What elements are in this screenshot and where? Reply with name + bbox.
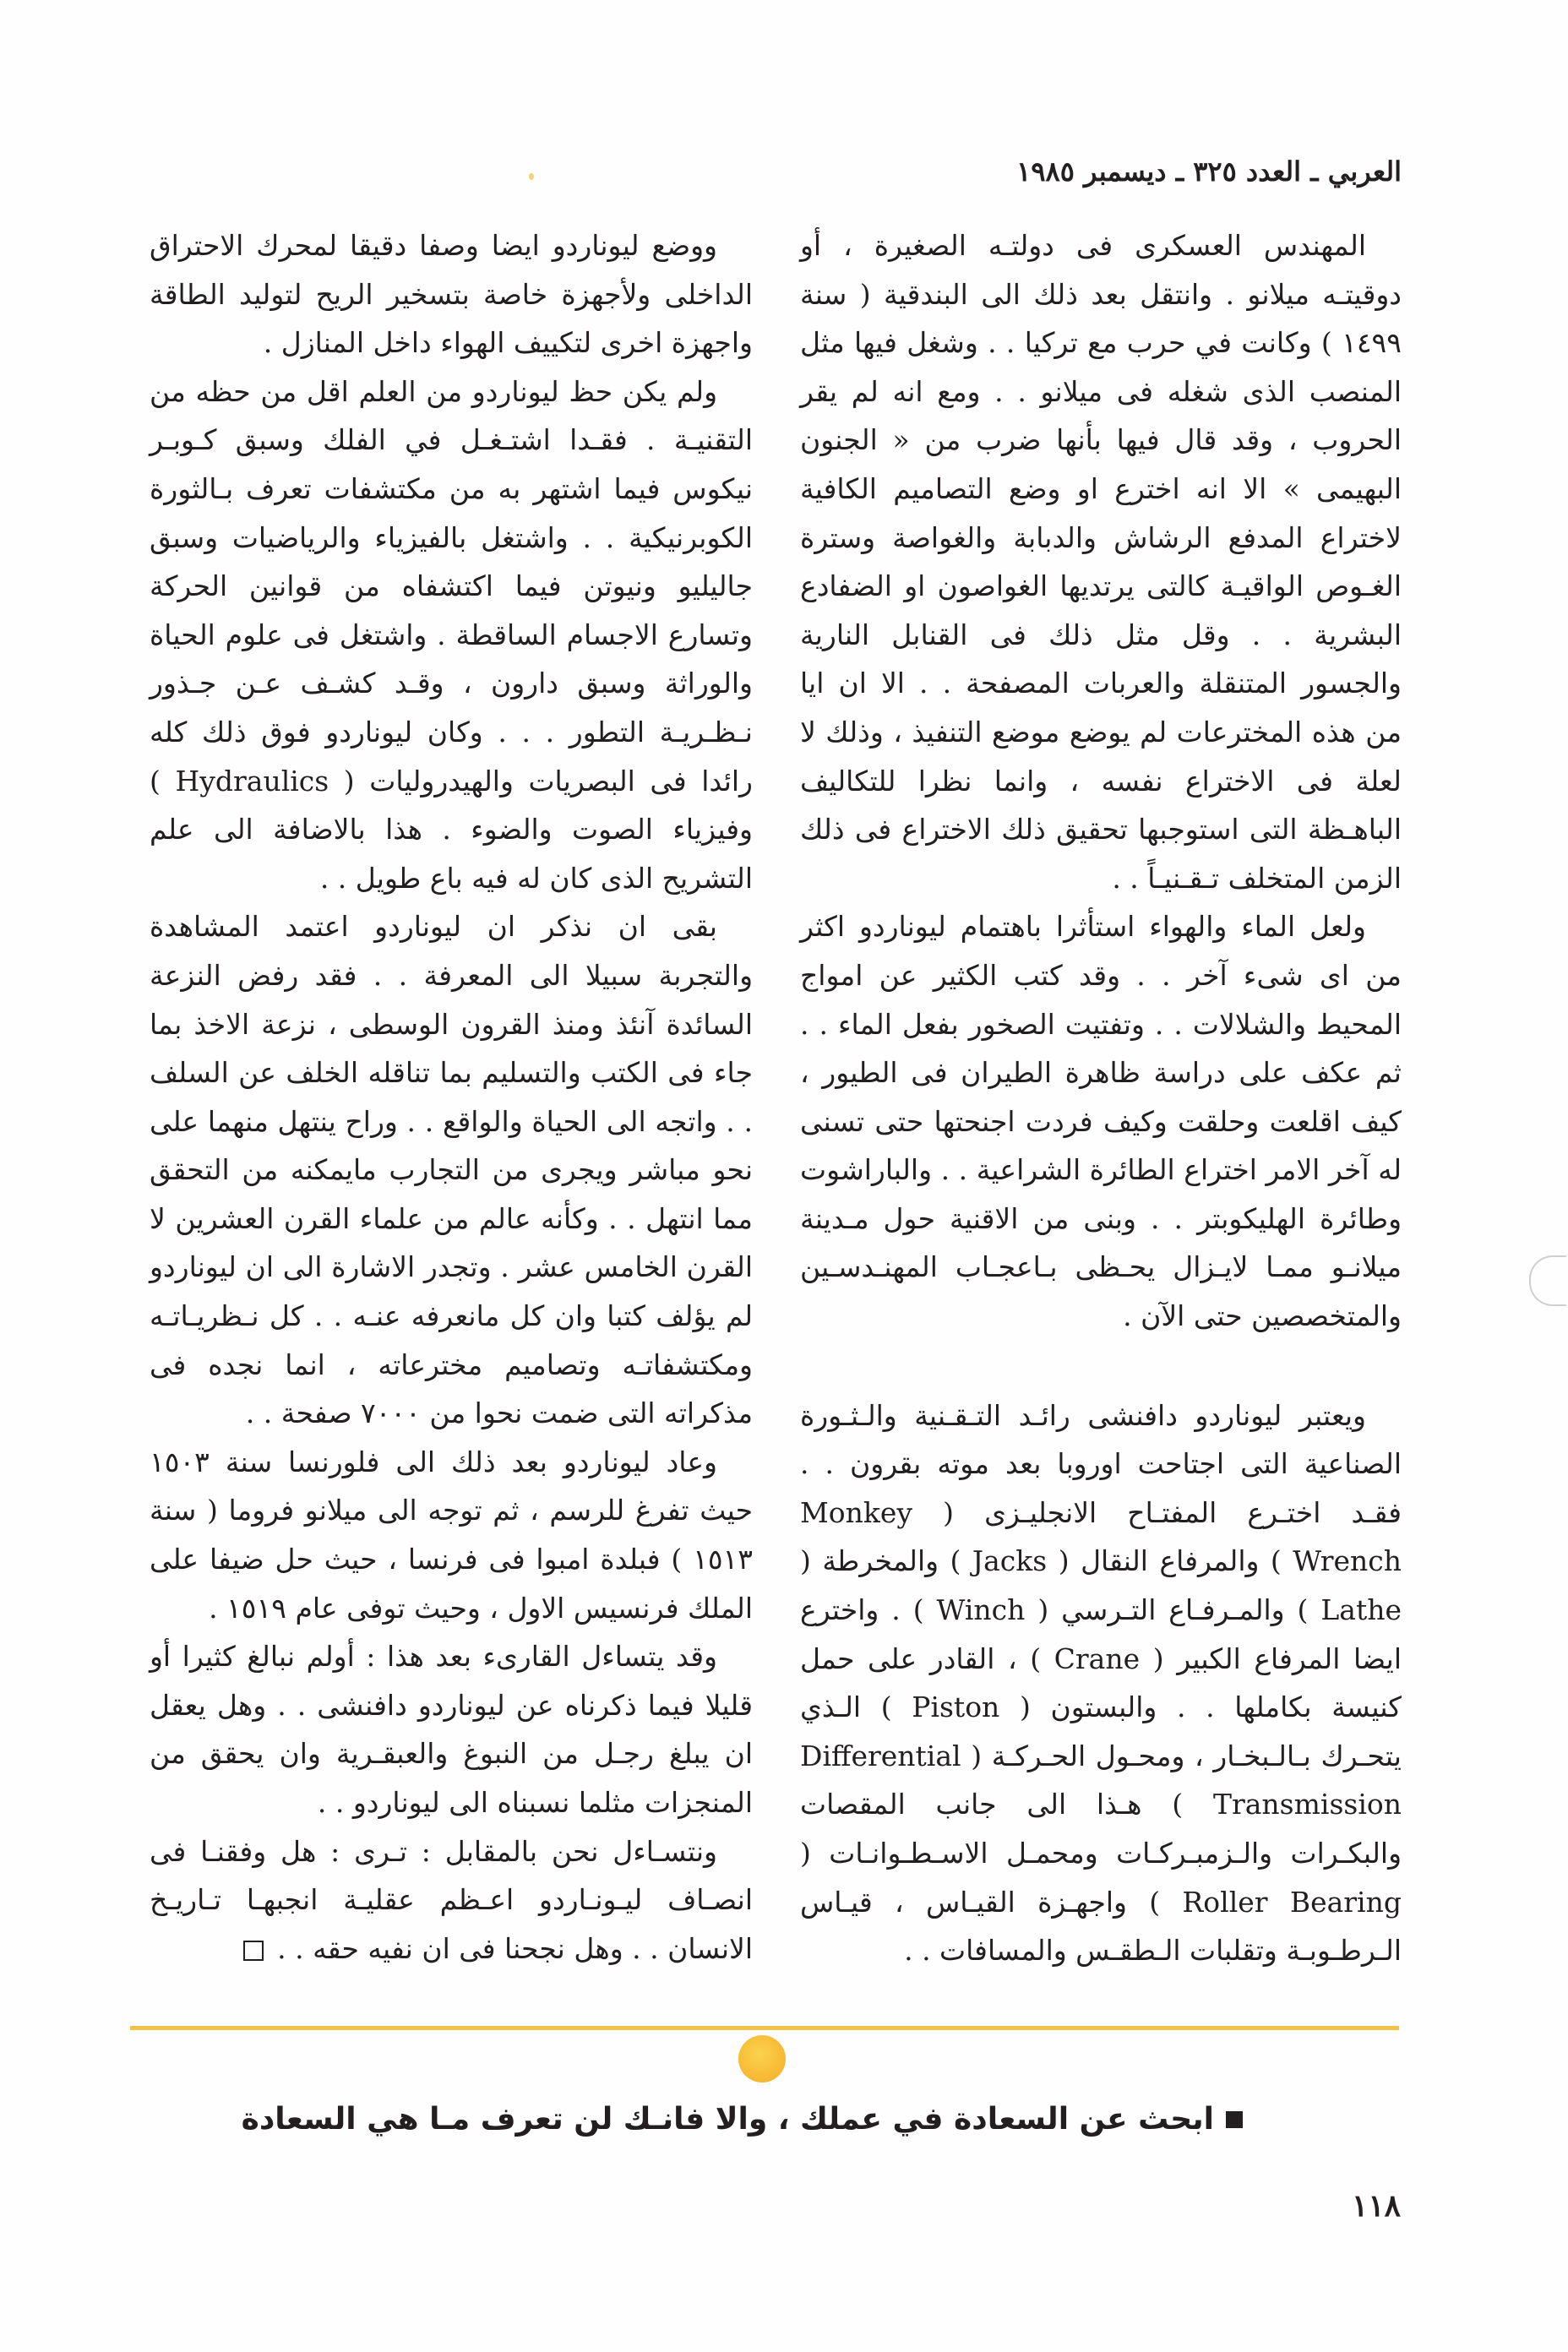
paragraph: ولعل الماء والهواء استأثرا باهتمام ليوناردو اكثر من اى شىء آخر . . وقد كتب الكثير عن امواج المحيط والشلالات . . وتفتيت الصخور بفعل الماء . . ثم عكف على دراسة ظاهرة الطيران فى الطيور ، كيف اقلعت وحلقت وكيف فردت اجنحتها حتى تسنى له آخر الامر اختراع الطائرة الشراعية . . والباراشوت وطائرة الهليكوبتر . . وبنى من الاقنية حول مـدينة ميلانـو ممـا لايـزال يحـظى بـاعجـاب المهنـدسـين والمتخصصين حتى الآن . [800,910,1402,1333]
page-edge-mark [1529,1255,1566,1306]
paragraph: وقد يتساءل القارىء بعد هذا : أولم نبالغ كثيرا أو قليلا فيما ذكرناه عن ليوناردو دافنشى . . وهل يعقل ان يبلغ رجـل من النبوغ والعبقـرية وان يحقق من المنجزات مثلما نسبناه الى ليوناردو . . [150,1640,753,1819]
paragraph-text: ونتسـاءل نحن بالمقابل : تـرى : هل وفقنـا فى انصـاف ليـونـاردو اعـظم عقليـة انجبهـا تـاريـخ الانسان . . وهل نجحنا فى ان نفيه حقه . . [150,1834,753,1965]
paragraph: وعاد ليوناردو بعد ذلك الى فلورنسا سنة ١٥٠٣ حيث تفرغ للرسم ، ثم توجه الى ميلانو فروما ( سنة ١٥١٣ ) فبلدة امبوا فى فرنسا ، حيث حل ضيفا على الملك فرنسيس الاول ، وحيث توفى عام ١٥١٩ . [150,1445,753,1625]
quote-text: ابحث عن السعادة في عملك ، والا فانـك لن تعرف مـا هي السعادة [241,2102,1214,2137]
bullet-square-icon [1226,2111,1243,2128]
article-column-right [800,221,1402,1975]
scan-speck [529,173,534,180]
end-of-article-square-icon [243,1941,264,1961]
article-column-left [150,221,753,1973]
sun-ornament-icon [738,2035,786,2082]
paragraph: ولم يكن حظ ليوناردو من العلم اقل من حظه من التقنيـة . فقـدا اشتـغـل في الفلك وسبق كـوبـر نيكوس فيما اشتهر به من مكتشفات تعرف بـالثورة الكوبرنيكية . . واشتغل بالفيزياء والرياضيات وسبق جاليليو ونيوتن فيما اكتشفاه من قوانين الحركة وتسارع الاجسام الساقطة . واشتغل فى علوم الحياة والوراثة وسبق دارون ، وقـد كشـف عـن جـذور نـظـريـة التطور . . . وكان ليوناردو فوق ذلك كله رائدا فى البصريات والهيدروليات ( Hydraulics ) وفيزياء الصوت والضوء . هذا بالاضافة الى علم التشريح الذى كان له فيه باع طويل . . [150,374,753,895]
paragraph: بقى ان نذكر ان ليوناردو اعتمد المشاهدة والتجربة سبيلا الى المعرفة . . فقد رفض النزعة السائدة آنئذ ومنذ القرون الوسطى ، نزعة الاخذ بما جاء فى الكتب والتسليم بما تناقله الخلف عن السلف . . واتجه الى الحياة والواقع . . وراح ينتهل منهما على نحو مباشر ويجرى من التجارب مايمكنه من التحقق مما انتهل . . وكأنه عالم من علماء القرن العشرين لا القرن الخامس عشر . وتجدر الاشارة الى ان ليوناردو لم يؤلف كتبا وان كل مانعرفه عنـه . . كل نـظريـاتـه ومكتشفاتـه وتصاميم مخترعاته ، انما نجده فى مذكراته التى ضمت نحوا من ٧٠٠٠ صفحة . . [150,910,753,1430]
article-final-paragraph [150,1827,753,1974]
footer-divider [130,2026,1399,2030]
paragraph: المهندس العسكرى فى دولتـه الصغيرة ، أو دوقيتـه ميلانو . وانتقل بعد ذلك الى البندقية ( سنة ١٤٩٩ ) وكانت في حرب مع تركيا . . وشغل فيها مثل المنصب الذى شغله فى ميلانو . . ومع انه لم يقر الحروب ، وقد قال فيها بأنها ضرب من « الجنون البهيمى » الا انه اخترع او وضع التصاميم الكافية لاختراع المدفع الرشاش والدبابة والغواصة وسترة الغـوص الواقيـة كالتى يرتديها الغواصون او الضفادع البشرية . . وقل مثل ذلك فى القنابل النارية والجسور المتنقلة والعربات المصفحة . . الا ان ايا من هذه المخترعات لم يوضع موضع التنفيذ ، وذلك لا لعلة فى الاختراع نفسه ، وانما نظرا للتكاليف الباهـظة التى استوجبها تحقيق ذلك الاختراع فى ذلك الزمن المتخلف تـقـنيـاً . . [800,229,1402,895]
footer-quote [242,2102,1243,2137]
page-number: ١١٨ [1351,2188,1401,2224]
paragraph: ووضع ليوناردو ايضا وصفا دقيقا لمحرك الاحتراق الداخلى ولأجهزة خاصة بتسخير الريح لتوليد الطاقة واجهزة اخرى لتكييف الهواء داخل المنازل . [150,229,753,360]
running-header: العربي ـ العدد ٣٢٥ ـ ديسمبر ١٩٨٥ [1016,155,1402,188]
paragraph: ويعتبر ليوناردو دافنشى رائـد التـقـنية والـثـورة الصناعية التى اجتاحت اوروبا بعد موته بقرون . . فقـد اختـرع المفتـاح الانجليـزى ( Monkey Wrench ) والمرفاع النقال ( Jacks ) والمخرطة ( Lathe ) والمـرفـاع التـرسي ( Winch ) . واخترع ايضا المرفاع الكبير ( Crane ) ، القادر على حمل كنيسة بكاملها . . والبستون ( Piston ) الـذي يتحـرك بـالـبخـار ، ومحـول الحـركـة ( Differential Transmission ) هـذا الى جانب المقصات والبكـرات والـزمبـركـات ومحمـل الاسـطـوانـات ( Roller Bearing ) واجهـزة القيـاس ، قيـاس الـرطـوبـة وتقلبات الـطقـس والمسافات . . [800,1398,1402,1968]
